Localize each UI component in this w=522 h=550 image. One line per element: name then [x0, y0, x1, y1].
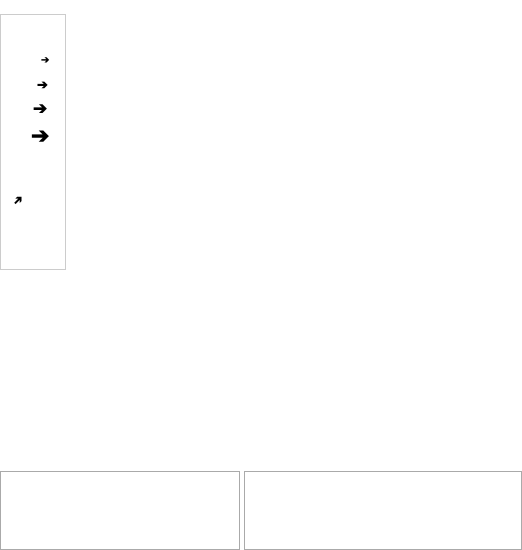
forecast-table — [0, 272, 522, 467]
arrow-xlarge-icon: ➔ — [31, 123, 50, 148]
arrow-large-icon: ➔ — [33, 99, 48, 118]
forecast-chart — [72, 14, 522, 272]
warnings-legend — [0, 471, 240, 550]
compass-arrow-icon: ➔ — [9, 191, 27, 209]
color-legend — [244, 471, 522, 550]
wind-legend-panel — [0, 14, 66, 270]
arrow-medium-icon: ➔ — [37, 77, 48, 92]
arrow-small-icon: ➔ — [41, 55, 50, 66]
